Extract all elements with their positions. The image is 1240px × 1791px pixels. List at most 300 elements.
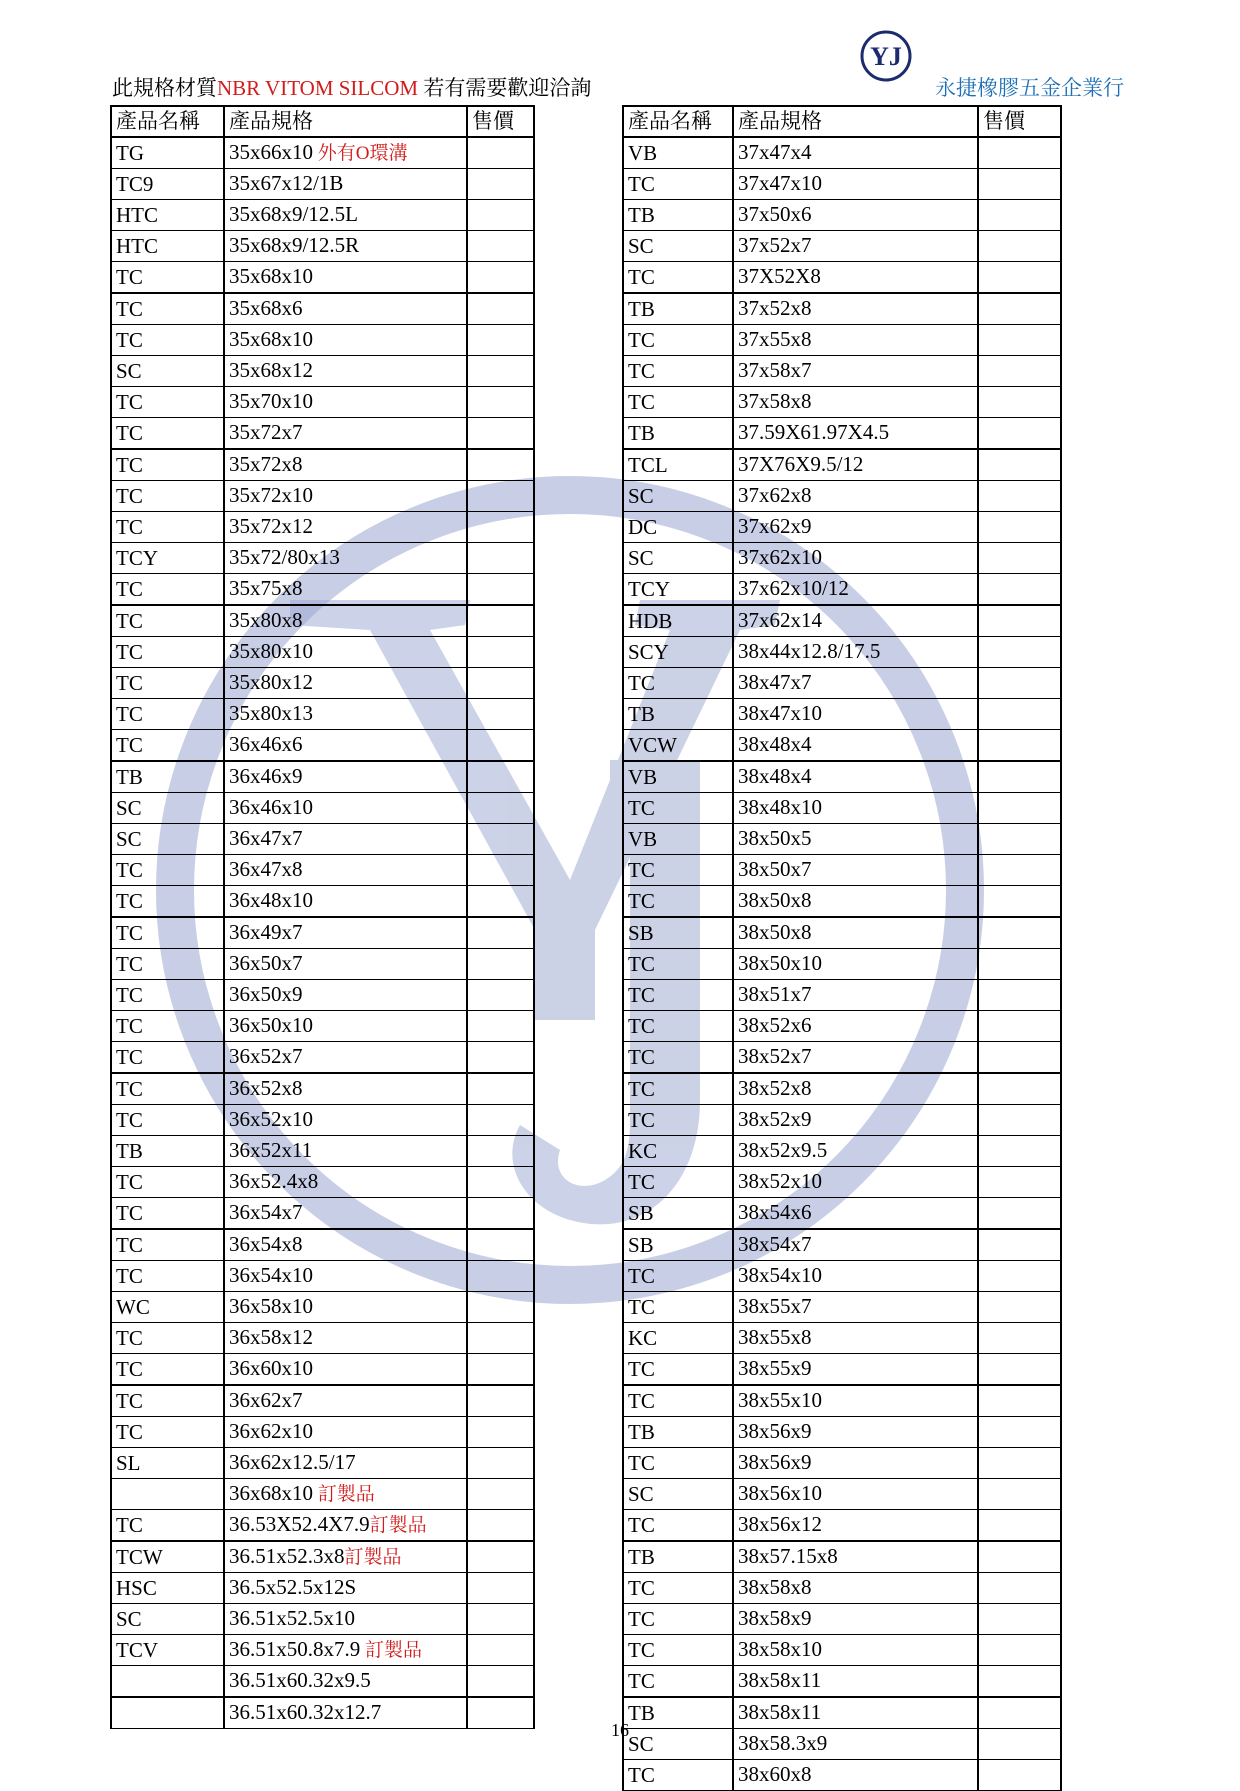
product-spec-cell bbox=[733, 417, 978, 449]
product-spec-cell bbox=[733, 137, 978, 169]
spec-text: 37x47x4 bbox=[738, 139, 812, 164]
product-name-cell: TCY bbox=[623, 573, 733, 605]
table-header-row bbox=[623, 106, 1061, 137]
table-row bbox=[111, 573, 534, 605]
product-spec-cell bbox=[733, 1260, 978, 1291]
product-name-cell: TCL bbox=[623, 449, 733, 481]
product-spec-cell bbox=[733, 667, 978, 698]
product-spec-cell bbox=[733, 1572, 978, 1603]
table-row bbox=[623, 449, 1061, 481]
spec-text: 35x68x9/12.5L bbox=[229, 201, 358, 226]
price-cell bbox=[467, 573, 534, 605]
price-cell bbox=[978, 854, 1061, 885]
table-row bbox=[111, 1010, 534, 1041]
product-spec-cell bbox=[733, 979, 978, 1010]
price-cell bbox=[978, 698, 1061, 729]
product-name-cell: DC bbox=[623, 511, 733, 542]
product-name-cell: HSC bbox=[111, 1572, 224, 1603]
spec-text: 35x70x10 bbox=[229, 388, 313, 413]
table-row bbox=[111, 199, 534, 230]
spec-text: 38x51x7 bbox=[738, 981, 812, 1006]
product-name-cell: TC bbox=[623, 1104, 733, 1135]
spec-text: 36x60x10 bbox=[229, 1355, 313, 1380]
spec-text: 35x80x10 bbox=[229, 638, 313, 663]
product-name-cell: TC bbox=[111, 1197, 224, 1229]
price-cell bbox=[467, 199, 534, 230]
table-row bbox=[623, 417, 1061, 449]
price-cell bbox=[978, 1385, 1061, 1417]
col-header-spec: 產品規格 bbox=[733, 106, 978, 137]
product-spec-cell bbox=[733, 511, 978, 542]
table-row bbox=[111, 792, 534, 823]
product-name-cell: TC bbox=[111, 636, 224, 667]
col-header-name: 產品名稱 bbox=[623, 106, 733, 137]
price-cell bbox=[467, 355, 534, 386]
product-spec-cell bbox=[224, 1509, 467, 1541]
product-name-cell: TC bbox=[623, 1041, 733, 1073]
spec-text: 38x48x10 bbox=[738, 794, 822, 819]
price-cell bbox=[978, 636, 1061, 667]
product-spec-cell bbox=[733, 854, 978, 885]
product-spec-cell bbox=[224, 1665, 467, 1697]
spec-text: 36x50x9 bbox=[229, 981, 303, 1006]
spec-text: 35x72x10 bbox=[229, 482, 313, 507]
spec-text: 38x52x9.5 bbox=[738, 1137, 828, 1162]
price-cell bbox=[467, 1416, 534, 1447]
spec-text: 38x50x7 bbox=[738, 856, 812, 881]
product-name-cell: SB bbox=[623, 1229, 733, 1261]
table-row bbox=[111, 761, 534, 793]
product-name-cell: TC bbox=[623, 355, 733, 386]
product-name-cell: SC bbox=[623, 230, 733, 261]
price-cell bbox=[467, 1322, 534, 1353]
table-row bbox=[623, 605, 1061, 637]
price-cell bbox=[467, 792, 534, 823]
spec-text: 36x62x7 bbox=[229, 1387, 303, 1412]
product-name-cell: SCY bbox=[623, 636, 733, 667]
table-row bbox=[111, 1509, 534, 1541]
product-spec-cell bbox=[733, 1010, 978, 1041]
spec-text: 38x52x10 bbox=[738, 1168, 822, 1193]
product-name-cell: TB bbox=[623, 1697, 733, 1729]
price-cell bbox=[978, 1041, 1061, 1073]
spec-text: 36.5x52.5x12S bbox=[229, 1574, 357, 1599]
price-cell bbox=[467, 854, 534, 885]
spec-text: 36x52x10 bbox=[229, 1106, 313, 1131]
spec-text: 38x52x9 bbox=[738, 1106, 812, 1131]
table-row bbox=[111, 449, 534, 481]
table-row bbox=[623, 885, 1061, 917]
spec-text: 38x47x7 bbox=[738, 669, 812, 694]
product-name-cell: TC bbox=[111, 1509, 224, 1541]
product-spec-cell bbox=[224, 917, 467, 949]
spec-text: 35x68x6 bbox=[229, 295, 303, 320]
spec-text: 38x54x10 bbox=[738, 1262, 822, 1287]
table-row bbox=[623, 261, 1061, 293]
price-cell bbox=[467, 1197, 534, 1229]
spec-text: 35x72x12 bbox=[229, 513, 313, 538]
table-row bbox=[623, 698, 1061, 729]
product-name-cell: TC bbox=[623, 261, 733, 293]
spec-text: 36x47x7 bbox=[229, 825, 303, 850]
notice-materials: NBR VITOM SILCOM bbox=[217, 76, 419, 100]
price-cell bbox=[467, 1260, 534, 1291]
spec-text: 38x54x6 bbox=[738, 1199, 812, 1224]
product-name-cell: TC bbox=[623, 1447, 733, 1478]
spec-text: 36x58x10 bbox=[229, 1293, 313, 1318]
table-row bbox=[111, 324, 534, 355]
product-spec-cell bbox=[224, 324, 467, 355]
product-spec-cell bbox=[224, 1572, 467, 1603]
spec-text: 37x58x7 bbox=[738, 357, 812, 382]
price-cell bbox=[978, 1010, 1061, 1041]
product-name-cell: TB bbox=[623, 1416, 733, 1447]
product-spec-cell bbox=[733, 1229, 978, 1261]
spec-text: 38x50x8 bbox=[738, 887, 812, 912]
price-cell bbox=[467, 1634, 534, 1665]
product-name-cell: TB bbox=[623, 698, 733, 729]
table-row bbox=[111, 979, 534, 1010]
product-spec-cell bbox=[733, 823, 978, 854]
product-name-cell: TCV bbox=[111, 1634, 224, 1665]
spec-text: 35x80x8 bbox=[229, 607, 303, 632]
spec-text: 35x67x12/1B bbox=[229, 170, 344, 195]
product-spec-cell bbox=[224, 636, 467, 667]
table-row bbox=[111, 1073, 534, 1105]
table-row bbox=[623, 792, 1061, 823]
spec-text: 35x68x12 bbox=[229, 357, 313, 382]
product-name-cell: TC bbox=[111, 1260, 224, 1291]
product-spec-cell bbox=[733, 636, 978, 667]
table-row bbox=[623, 1010, 1061, 1041]
table-row bbox=[111, 729, 534, 761]
price-cell bbox=[467, 979, 534, 1010]
spec-text: 38x50x10 bbox=[738, 950, 822, 975]
spec-note: 訂製品 bbox=[369, 1514, 427, 1536]
product-name-cell: HTC bbox=[111, 199, 224, 230]
spec-text: 38x52x8 bbox=[738, 1075, 812, 1100]
spec-text: 36.53X52.4X7.9 bbox=[229, 1511, 370, 1536]
product-name-cell: TB bbox=[623, 417, 733, 449]
table-row bbox=[111, 511, 534, 542]
price-cell bbox=[978, 1166, 1061, 1197]
col-header-spec: 產品規格 bbox=[224, 106, 467, 137]
spec-text: 35x75x8 bbox=[229, 575, 303, 600]
spec-text: 35x80x13 bbox=[229, 700, 313, 725]
spec-text: 35x68x9/12.5R bbox=[229, 232, 360, 257]
spec-text: 37x58x8 bbox=[738, 388, 812, 413]
product-spec-cell bbox=[224, 293, 467, 325]
product-spec-cell bbox=[224, 1041, 467, 1073]
product-name-cell: TC bbox=[111, 417, 224, 449]
table-row bbox=[623, 917, 1061, 949]
table-row bbox=[623, 948, 1061, 979]
product-spec-cell bbox=[733, 1447, 978, 1478]
table-row bbox=[623, 386, 1061, 417]
price-cell bbox=[978, 137, 1061, 169]
spec-note: 訂製品 bbox=[313, 1483, 375, 1505]
product-spec-cell bbox=[733, 230, 978, 261]
product-spec-cell bbox=[224, 542, 467, 573]
product-name-cell: SC bbox=[111, 792, 224, 823]
product-name-cell: TC bbox=[623, 854, 733, 885]
table-row bbox=[111, 1041, 534, 1073]
price-cell bbox=[467, 261, 534, 293]
product-name-cell: VB bbox=[623, 823, 733, 854]
price-cell bbox=[467, 1229, 534, 1261]
product-name-cell: TC bbox=[111, 261, 224, 293]
table-row bbox=[111, 1634, 534, 1665]
product-spec-cell bbox=[733, 1385, 978, 1417]
col-header-price: 售價 bbox=[978, 106, 1061, 137]
product-name-cell: TC bbox=[623, 885, 733, 917]
col-header-name: 產品名稱 bbox=[111, 106, 224, 137]
table-row bbox=[623, 1104, 1061, 1135]
table-row bbox=[111, 1166, 534, 1197]
spec-text: 38x56x9 bbox=[738, 1418, 812, 1443]
price-cell bbox=[978, 542, 1061, 573]
product-name-cell: WC bbox=[111, 1291, 224, 1322]
spec-text: 38x48x4 bbox=[738, 763, 812, 788]
spec-text: 35x68x10 bbox=[229, 326, 313, 351]
spec-text: 35x80x12 bbox=[229, 669, 313, 694]
price-cell bbox=[467, 636, 534, 667]
table-row bbox=[111, 823, 534, 854]
table-row bbox=[623, 761, 1061, 793]
product-name-cell: VCW bbox=[623, 729, 733, 761]
product-name-cell: TC9 bbox=[111, 168, 224, 199]
price-cell bbox=[978, 324, 1061, 355]
spec-text: 36x68x10 bbox=[229, 1480, 313, 1505]
spec-text: 38x52x7 bbox=[738, 1043, 812, 1068]
price-cell bbox=[467, 729, 534, 761]
price-cell bbox=[467, 823, 534, 854]
product-name-cell: TC bbox=[623, 1634, 733, 1665]
price-cell bbox=[467, 480, 534, 511]
table-row bbox=[111, 1135, 534, 1166]
price-cell bbox=[467, 1478, 534, 1509]
spec-text: 36x48x10 bbox=[229, 887, 313, 912]
table-row bbox=[623, 823, 1061, 854]
spec-text: 38x48x4 bbox=[738, 731, 812, 756]
price-cell bbox=[978, 1541, 1061, 1573]
product-spec-cell bbox=[733, 1634, 978, 1665]
product-spec-cell bbox=[224, 823, 467, 854]
spec-text: 38x44x12.8/17.5 bbox=[738, 638, 881, 663]
price-cell bbox=[978, 1665, 1061, 1697]
price-cell bbox=[467, 948, 534, 979]
table-row bbox=[111, 605, 534, 637]
table-row bbox=[111, 1260, 534, 1291]
product-spec-cell bbox=[224, 1010, 467, 1041]
product-spec-cell bbox=[224, 1603, 467, 1634]
spec-text: 36x52x8 bbox=[229, 1075, 303, 1100]
product-name-cell: TB bbox=[623, 1541, 733, 1573]
price-cell bbox=[978, 823, 1061, 854]
table-row bbox=[111, 355, 534, 386]
spec-text: 36x52.4x8 bbox=[229, 1168, 319, 1193]
table-row bbox=[111, 1478, 534, 1509]
price-cell bbox=[978, 1104, 1061, 1135]
spec-text: 37.59X61.97X4.5 bbox=[738, 419, 890, 444]
spec-text: 36x50x10 bbox=[229, 1012, 313, 1037]
table-row bbox=[623, 1229, 1061, 1261]
price-cell bbox=[467, 1447, 534, 1478]
spec-text: 37x62x10/12 bbox=[738, 575, 849, 600]
price-cell bbox=[467, 1135, 534, 1166]
spec-text: 38x50x8 bbox=[738, 919, 812, 944]
spec-text: 38x56x10 bbox=[738, 1480, 822, 1505]
spec-text: 38x50x5 bbox=[738, 825, 812, 850]
price-cell bbox=[467, 1166, 534, 1197]
product-spec-cell bbox=[224, 261, 467, 293]
price-cell bbox=[467, 417, 534, 449]
price-cell bbox=[978, 230, 1061, 261]
product-name-cell: SC bbox=[623, 1728, 733, 1759]
table-row bbox=[111, 230, 534, 261]
product-name-cell: TC bbox=[111, 1229, 224, 1261]
table-row bbox=[111, 1541, 534, 1573]
price-cell bbox=[467, 761, 534, 793]
table-row bbox=[111, 885, 534, 917]
spec-text: 38x60x8 bbox=[738, 1761, 812, 1786]
spec-text: 36x52x11 bbox=[229, 1137, 313, 1162]
product-spec-cell bbox=[224, 1166, 467, 1197]
table-row bbox=[623, 230, 1061, 261]
spec-text: 38x55x8 bbox=[738, 1324, 812, 1349]
product-name-cell: SC bbox=[623, 1478, 733, 1509]
product-name-cell: TC bbox=[111, 854, 224, 885]
spec-text: 37x62x10 bbox=[738, 544, 822, 569]
product-name-cell: HDB bbox=[623, 605, 733, 637]
price-cell bbox=[467, 917, 534, 949]
product-name-cell: TCW bbox=[111, 1541, 224, 1573]
product-name-cell: TC bbox=[111, 729, 224, 761]
product-spec-cell bbox=[733, 1041, 978, 1073]
product-name-cell: TC bbox=[111, 293, 224, 325]
product-name-cell: TG bbox=[111, 137, 224, 169]
product-spec-cell bbox=[224, 1541, 467, 1573]
product-name-cell: TC bbox=[111, 885, 224, 917]
product-spec-cell bbox=[733, 199, 978, 230]
table-row bbox=[111, 1665, 534, 1697]
table-row bbox=[111, 168, 534, 199]
product-name-cell: HTC bbox=[111, 230, 224, 261]
product-spec-cell bbox=[224, 854, 467, 885]
product-name-cell: TC bbox=[623, 1385, 733, 1417]
spec-text: 36x62x12.5/17 bbox=[229, 1449, 356, 1474]
product-spec-cell bbox=[224, 792, 467, 823]
product-spec-cell bbox=[224, 1291, 467, 1322]
spec-text: 36x54x7 bbox=[229, 1199, 303, 1224]
price-cell bbox=[978, 1322, 1061, 1353]
table-row bbox=[111, 1572, 534, 1603]
product-spec-cell bbox=[733, 605, 978, 637]
price-cell bbox=[978, 1478, 1061, 1509]
table-row bbox=[111, 480, 534, 511]
spec-text: 36.51x52.3x8 bbox=[229, 1543, 345, 1568]
price-cell bbox=[467, 230, 534, 261]
product-spec-cell bbox=[733, 885, 978, 917]
spec-text: 38x52x6 bbox=[738, 1012, 812, 1037]
table-row bbox=[111, 542, 534, 573]
price-cell bbox=[978, 1229, 1061, 1261]
product-name-cell: SC bbox=[111, 355, 224, 386]
product-spec-cell bbox=[733, 948, 978, 979]
price-cell bbox=[978, 917, 1061, 949]
product-spec-cell bbox=[224, 1416, 467, 1447]
product-spec-cell bbox=[733, 355, 978, 386]
product-name-cell: SC bbox=[623, 542, 733, 573]
price-cell bbox=[467, 449, 534, 481]
product-spec-cell bbox=[224, 168, 467, 199]
product-spec-cell bbox=[733, 792, 978, 823]
product-name-cell: KC bbox=[623, 1135, 733, 1166]
product-spec-cell bbox=[733, 729, 978, 761]
table-row bbox=[623, 636, 1061, 667]
product-spec-cell bbox=[224, 1104, 467, 1135]
price-cell bbox=[978, 1291, 1061, 1322]
price-cell bbox=[467, 1353, 534, 1385]
table-row bbox=[623, 1197, 1061, 1229]
product-name-cell: TC bbox=[111, 1104, 224, 1135]
table-row bbox=[623, 480, 1061, 511]
product-name-cell: TC bbox=[111, 979, 224, 1010]
product-spec-cell bbox=[733, 1541, 978, 1573]
table-row bbox=[111, 854, 534, 885]
spec-text: 35x72x7 bbox=[229, 419, 303, 444]
product-name-cell: TC bbox=[111, 1385, 224, 1417]
price-cell bbox=[978, 979, 1061, 1010]
spec-text: 38x56x9 bbox=[738, 1449, 812, 1474]
spec-text: 36x62x10 bbox=[229, 1418, 313, 1443]
table-row bbox=[623, 667, 1061, 698]
price-cell bbox=[978, 1197, 1061, 1229]
spec-text: 35x66x10 bbox=[229, 139, 313, 164]
table-row bbox=[623, 1041, 1061, 1073]
price-cell bbox=[467, 137, 534, 169]
spec-text: 38x56x12 bbox=[738, 1511, 822, 1536]
product-spec-cell bbox=[224, 761, 467, 793]
notice-prefix: 此規格材質 bbox=[112, 76, 217, 100]
product-spec-cell bbox=[733, 1291, 978, 1322]
table-row bbox=[111, 1353, 534, 1385]
material-notice bbox=[112, 72, 591, 102]
product-spec-cell bbox=[733, 1478, 978, 1509]
product-spec-cell bbox=[224, 667, 467, 698]
spec-text: 37X52X8 bbox=[738, 263, 821, 288]
spec-text: 36.51x52.5x10 bbox=[229, 1605, 355, 1630]
spec-note: 外有O環溝 bbox=[313, 142, 408, 164]
product-name-cell: TC bbox=[111, 667, 224, 698]
product-spec-cell bbox=[224, 1135, 467, 1166]
spec-text: 36x50x7 bbox=[229, 950, 303, 975]
product-spec-cell bbox=[224, 511, 467, 542]
table-row bbox=[623, 1416, 1061, 1447]
product-spec-cell bbox=[224, 1478, 467, 1509]
product-spec-cell bbox=[224, 605, 467, 637]
product-spec-cell bbox=[224, 885, 467, 917]
price-cell bbox=[978, 885, 1061, 917]
product-name-cell: TC bbox=[111, 1322, 224, 1353]
product-name-cell: SB bbox=[623, 1197, 733, 1229]
product-name-cell: SC bbox=[623, 480, 733, 511]
price-cell bbox=[978, 511, 1061, 542]
product-spec-cell bbox=[224, 449, 467, 481]
spec-text: 38x58x10 bbox=[738, 1636, 822, 1661]
product-spec-cell bbox=[733, 1073, 978, 1105]
product-spec-cell bbox=[733, 1166, 978, 1197]
